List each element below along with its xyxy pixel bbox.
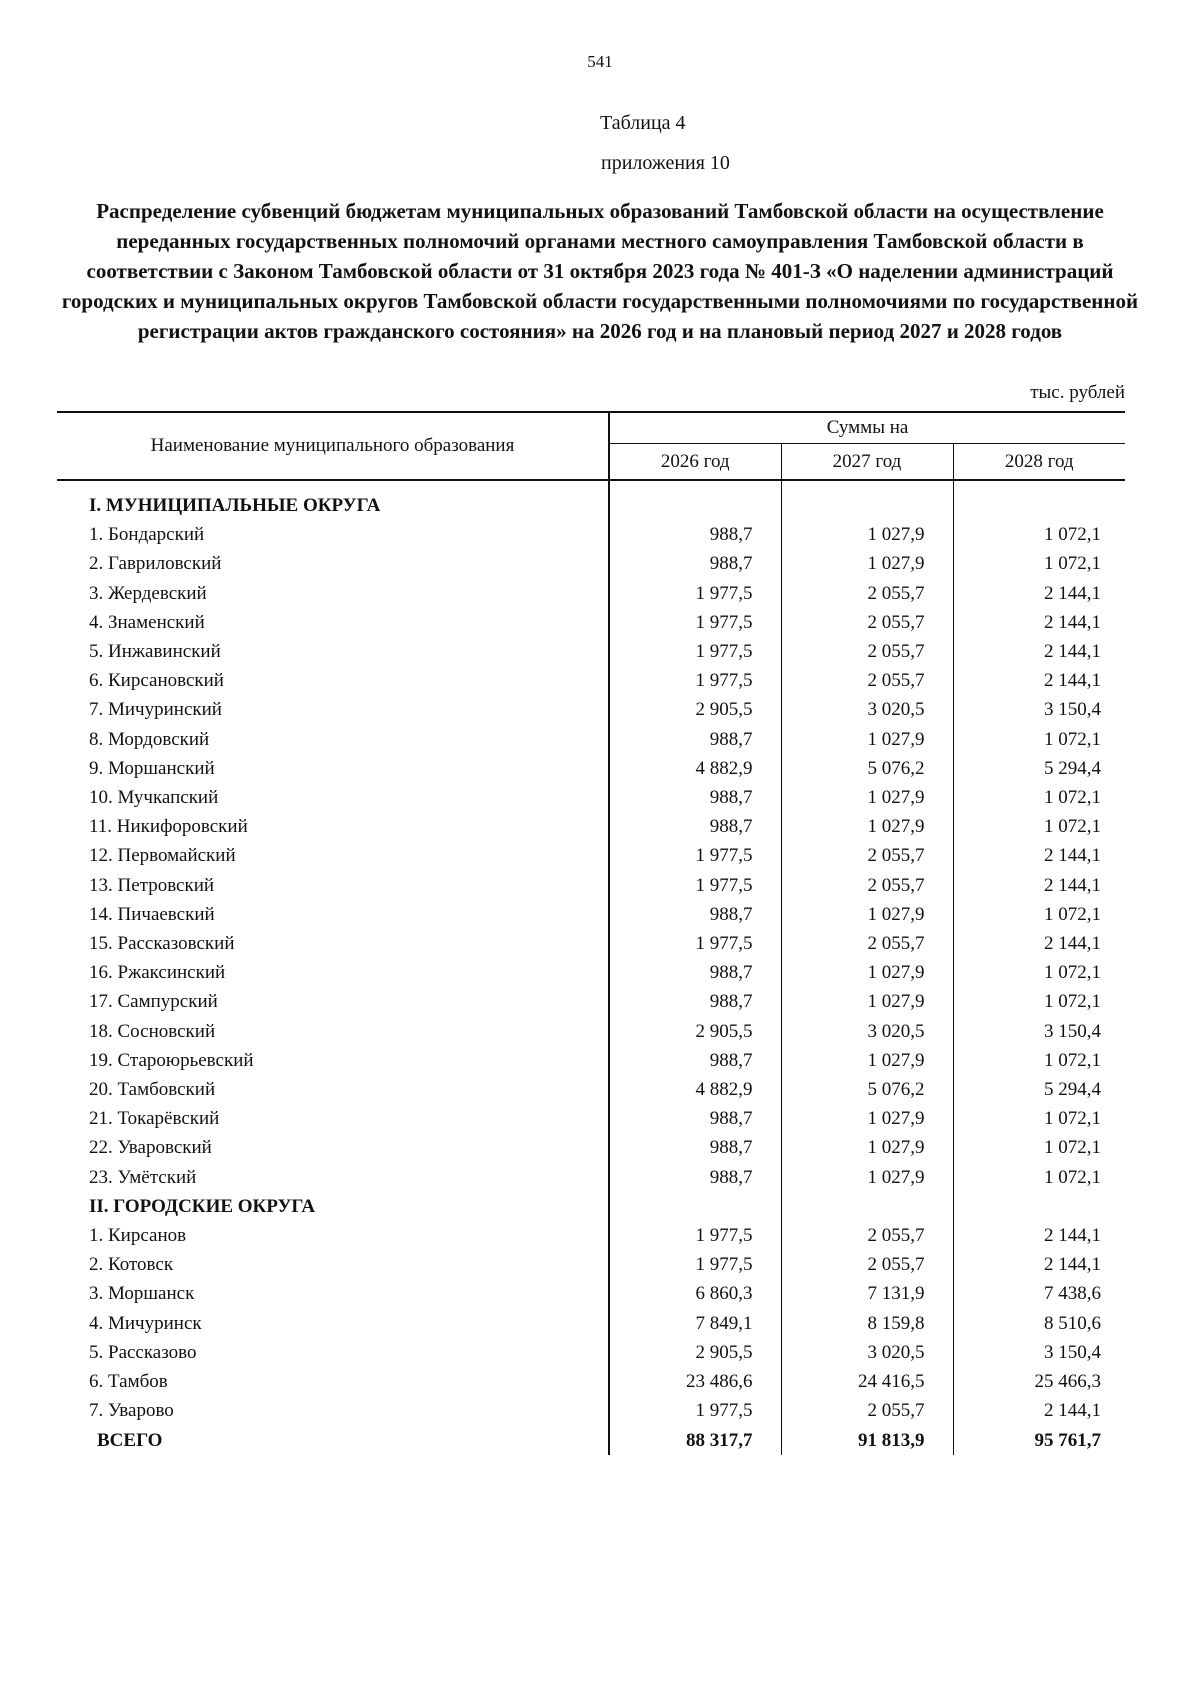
value-cell-2028: 2 144,1 [1044,874,1102,896]
value-cell-2026: 988,7 [609,900,781,929]
value-cell-2026: 2 905,5 [609,695,781,724]
table-body [57,480,1125,1455]
value-cell-2026: 988,7 [609,958,781,987]
table-row [57,958,1125,987]
value-cell-2028: 1 072,1 [1044,728,1102,750]
spacer-cell [57,480,609,491]
value-cell-2028: 2 144,1 [1044,670,1102,692]
table-row [57,1017,1125,1046]
table-row [57,695,1125,724]
value-cell-2027: 1 027,9 [781,520,953,549]
value-cell-2028 [953,491,1125,520]
value-cell-2027: 3 020,5 [781,1338,953,1367]
table-row [57,900,1125,929]
value-cell-2026: 988,7 [609,520,781,549]
value-cell-2028: 2 144,1 [1044,933,1102,955]
value-cell-2027 [781,1192,953,1221]
table-row [57,1104,1125,1133]
row-name: II. ГОРОДСКИЕ ОКРУГА [57,1192,609,1221]
table-row [57,1075,1125,1104]
table-row [57,725,1125,754]
row-name: 1. Кирсанов [57,1221,609,1250]
row-name: 14. Пичаевский [57,900,609,929]
value-cell-2026: 988,7 [609,1163,781,1192]
table-row [57,637,1125,666]
value-cell-2027: 1 027,9 [781,725,953,754]
total-row [57,1426,1125,1455]
value-cell-2026 [609,491,781,520]
value-cell-2028: 1 072,1 [1044,1108,1102,1130]
header-year-2027: 2027 год [781,444,953,480]
value-cell-2028: 25 466,3 [1034,1371,1102,1393]
row-name: 11. Никифоровский [57,812,609,841]
row-name: 3. Моршанск [57,1279,609,1308]
value-cell-2027: 7 131,9 [781,1279,953,1308]
value-cell-2026: 88 317,7 [609,1426,781,1455]
value-cell-2027: 1 027,9 [781,1163,953,1192]
value-cell-2027: 2 055,7 [781,1221,953,1250]
row-name: 22. Уваровский [57,1133,609,1162]
value-cell-2027: 2 055,7 [781,1396,953,1425]
value-cell-2028: 1 072,1 [1044,1137,1102,1159]
row-name: 5. Инжавинский [57,637,609,666]
table-row [57,608,1125,637]
row-name: 6. Тамбов [57,1367,609,1396]
value-cell-2028: 1 072,1 [1044,816,1102,838]
value-cell-2026 [609,1192,781,1221]
value-cell-2027: 1 027,9 [781,900,953,929]
value-cell-2026: 1 977,5 [609,841,781,870]
value-cell-2027: 2 055,7 [781,871,953,900]
row-name: 9. Моршанский [57,754,609,783]
row-name: 15. Рассказовский [57,929,609,958]
value-cell-2026: 988,7 [609,1104,781,1133]
value-cell-2027: 1 027,9 [781,812,953,841]
row-name: 7. Уварово [57,1396,609,1425]
row-name: 13. Петровский [57,871,609,900]
table-row [57,783,1125,812]
table-row [57,987,1125,1016]
table-row [57,929,1125,958]
value-cell-2027: 2 055,7 [781,666,953,695]
value-cell-2028: 8 510,6 [1044,1312,1102,1334]
value-cell-2027: 3 020,5 [781,1017,953,1046]
value-cell-2027: 1 027,9 [781,958,953,987]
value-cell-2026: 23 486,6 [609,1367,781,1396]
value-cell-2028: 2 144,1 [1044,845,1102,867]
value-cell-2026: 1 977,5 [609,637,781,666]
value-cell-2026: 988,7 [609,549,781,578]
row-name: 3. Жердевский [57,579,609,608]
page-number: 541 [587,52,613,71]
value-cell-2026: 1 977,5 [609,929,781,958]
value-cell-2026: 988,7 [609,812,781,841]
appendix-label: приложения 10 [601,152,730,174]
row-name: 2. Котовск [57,1250,609,1279]
value-cell-2027: 1 027,9 [781,987,953,1016]
value-cell-2027: 2 055,7 [781,608,953,637]
row-name: 5. Рассказово [57,1338,609,1367]
section-heading [57,1192,1125,1221]
row-name: 7. Мичуринский [57,695,609,724]
value-cell-2028: 5 294,4 [1044,757,1102,779]
spacer-cell [953,480,1125,491]
row-name: I. МУНИЦИПАЛЬНЫЕ ОКРУГА [57,491,609,520]
header-name-column: Наименование муниципального образования [57,412,609,480]
value-cell-2028: 1 072,1 [1044,991,1102,1013]
value-cell-2026: 988,7 [609,1133,781,1162]
value-cell-2026: 988,7 [609,1046,781,1075]
value-cell-2027 [781,491,953,520]
value-cell-2027: 1 027,9 [781,1046,953,1075]
value-cell-2028: 1 072,1 [1044,1166,1102,1188]
table-row [57,1309,1125,1338]
row-name: 18. Сосновский [57,1017,609,1046]
value-cell-2028: 1 072,1 [1044,787,1102,809]
value-cell-2028: 1 072,1 [1044,962,1102,984]
value-cell-2026: 988,7 [609,783,781,812]
value-cell-2028: 1 072,1 [1044,524,1102,546]
value-cell-2027: 8 159,8 [781,1309,953,1338]
row-name: 21. Токарёвский [57,1104,609,1133]
table-row [57,1133,1125,1162]
value-cell-2028: 7 438,6 [1044,1283,1102,1305]
table-label: Таблица 4 [600,112,686,134]
value-cell-2028: 2 144,1 [1044,582,1102,604]
value-cell-2027: 24 416,5 [781,1367,953,1396]
row-name: 19. Староюрьевский [57,1046,609,1075]
units-label: тыс. рублей [1030,382,1125,403]
value-cell-2026: 2 905,5 [609,1338,781,1367]
section-heading [57,491,1125,520]
value-cell-2028 [953,1192,1125,1221]
row-name: 16. Ржаксинский [57,958,609,987]
value-cell-2026: 7 849,1 [609,1309,781,1338]
subvention-table [57,411,1125,1455]
table-row [57,812,1125,841]
value-cell-2028: 95 761,7 [1034,1429,1102,1451]
value-cell-2026: 1 977,5 [609,666,781,695]
row-name: 6. Кирсановский [57,666,609,695]
value-cell-2026: 1 977,5 [609,608,781,637]
value-cell-2028: 1 072,1 [1044,1049,1102,1071]
table-row [57,1250,1125,1279]
table-row [57,666,1125,695]
table-row [57,754,1125,783]
value-cell-2027: 2 055,7 [781,841,953,870]
value-cell-2028: 3 150,4 [1044,1341,1102,1363]
row-name: 17. Сампурский [57,987,609,1016]
table-row [57,1338,1125,1367]
table-row [57,1163,1125,1192]
row-name: 20. Тамбовский [57,1075,609,1104]
value-cell-2027: 2 055,7 [781,929,953,958]
table-row [57,520,1125,549]
value-cell-2026: 4 882,9 [609,754,781,783]
value-cell-2028: 1 072,1 [1044,553,1102,575]
value-cell-2026: 1 977,5 [609,871,781,900]
value-cell-2027: 2 055,7 [781,637,953,666]
row-name: 1. Бондарский [57,520,609,549]
value-cell-2026: 1 977,5 [609,1396,781,1425]
table-row [57,549,1125,578]
row-name: 10. Мучкапский [57,783,609,812]
row-name: 4. Мичуринск [57,1309,609,1338]
spacer-cell [609,480,781,491]
row-name: 23. Умётский [57,1163,609,1192]
header-year-2028: 2028 год [953,444,1125,480]
row-name: ВСЕГО [57,1426,609,1455]
row-name: 8. Мордовский [57,725,609,754]
value-cell-2028: 3 150,4 [1044,699,1102,721]
row-name: 2. Гавриловский [57,549,609,578]
value-cell-2028: 3 150,4 [1044,1020,1102,1042]
value-cell-2028: 5 294,4 [1044,1079,1102,1101]
row-name: 12. Первомайский [57,841,609,870]
row-name: 4. Знаменский [57,608,609,637]
value-cell-2026: 6 860,3 [609,1279,781,1308]
table-row [57,1046,1125,1075]
value-cell-2027: 91 813,9 [781,1426,953,1455]
table-row [57,579,1125,608]
value-cell-2027: 5 076,2 [781,1075,953,1104]
value-cell-2026: 1 977,5 [609,1250,781,1279]
value-cell-2027: 5 076,2 [781,754,953,783]
table-row [57,871,1125,900]
table-row [57,1367,1125,1396]
value-cell-2027: 1 027,9 [781,1104,953,1133]
value-cell-2026: 1 977,5 [609,1221,781,1250]
value-cell-2026: 2 905,5 [609,1017,781,1046]
spacer-cell [781,480,953,491]
header-year-2026: 2026 год [609,444,781,480]
value-cell-2028: 2 144,1 [1044,641,1102,663]
value-cell-2026: 4 882,9 [609,1075,781,1104]
value-cell-2026: 1 977,5 [609,579,781,608]
table-row [57,1396,1125,1425]
value-cell-2027: 2 055,7 [781,1250,953,1279]
value-cell-2027: 1 027,9 [781,1133,953,1162]
value-cell-2028: 1 072,1 [1044,903,1102,925]
value-cell-2027: 1 027,9 [781,549,953,578]
value-cell-2026: 988,7 [609,725,781,754]
value-cell-2028: 2 144,1 [1044,1254,1102,1276]
table-row [57,1279,1125,1308]
value-cell-2028: 2 144,1 [1044,1400,1102,1422]
header-sums-group: Суммы на [609,412,1125,444]
value-cell-2027: 1 027,9 [781,783,953,812]
table-row [57,841,1125,870]
value-cell-2028: 2 144,1 [1044,1225,1102,1247]
spacer-row [57,480,1125,491]
table-row [57,1221,1125,1250]
document-title: Распределение субвенций бюджетам муниципальных образований Тамбовской области на осуществление переданных государственных полномочий органами местного самоуправления Тамбовской области в соответствии с Законом Тамбовской области от 31 октября 2023 года № 401-З «О наделении администраций городских и муниципальных округов Тамбовской области государственными полномочиями по государственной регистрации актов гражданского состояния» на 2026 год и на плановый период 2027 и 2028 годов [61,199,1139,343]
value-cell-2027: 2 055,7 [781,579,953,608]
value-cell-2026: 988,7 [609,987,781,1016]
value-cell-2028: 2 144,1 [1044,611,1102,633]
value-cell-2027: 3 020,5 [781,695,953,724]
